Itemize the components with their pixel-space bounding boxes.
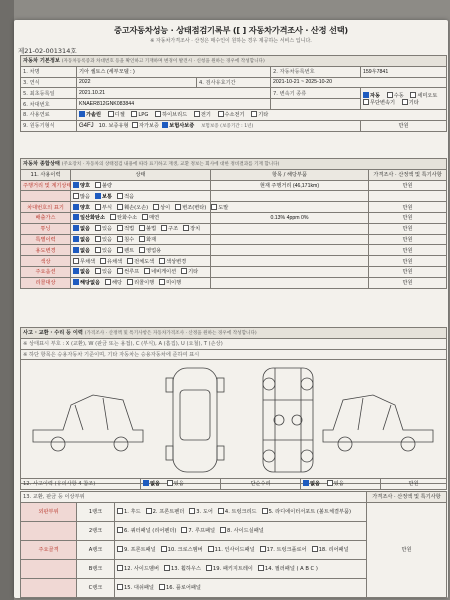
- option-label: 일산화탄소: [80, 215, 106, 222]
- fuel-options: 가솔린 디젤 LPG 하이브리드 전기 수소전기 기타: [77, 109, 447, 120]
- transmission-options: 자동 수동 세미오토 무단변속기 기타: [361, 88, 447, 110]
- checkbox-icon: [402, 99, 408, 105]
- exchange-price-label: 가격조사 · 산정액 및 특기사항: [367, 492, 447, 503]
- checkbox-icon: [73, 193, 79, 199]
- checkbox-icon: [73, 225, 79, 231]
- condition-name: 색상: [21, 256, 71, 267]
- part-label: 17. 트렁크플로어: [266, 547, 307, 554]
- checkbox-icon: [73, 258, 79, 264]
- condition-price-unit: 만원: [369, 223, 447, 234]
- engine-value: G4FJ: [79, 123, 94, 130]
- condition-item: 현재 주행거리 (46,171km): [211, 180, 369, 191]
- part-label: 5. 라디에이터서포트 (볼트체결부품): [268, 509, 352, 516]
- checkbox-icon: [95, 236, 101, 242]
- option-label: 장치: [190, 226, 201, 233]
- checkbox-icon: [161, 225, 167, 231]
- exchange-rank: 2랭크: [77, 521, 115, 540]
- document-subtitle: ※ 자동차가격조사 · 산정은 매수인이 원하는 경우 제공하는 서비스 입니다.: [150, 38, 312, 44]
- background-edge: [0, 0, 14, 600]
- part-label: 15. 대쉬패널: [124, 585, 154, 592]
- year-value: 2022: [77, 77, 197, 88]
- condition-name: 배출가스: [21, 212, 71, 223]
- price-unit: 만원: [361, 120, 447, 131]
- checkbox-icon: [127, 258, 133, 264]
- option-label: 썬루프: [124, 269, 140, 276]
- engine-warranty: G4FJ 10. 보증유형 자가보증 보험사보증 보험보증 (보증기간 : 1년): [77, 120, 361, 131]
- exchange-rank: 1랭크: [77, 502, 115, 521]
- condition-row: [21, 202, 447, 213]
- part-label: 2. 프론트펜더: [152, 509, 185, 516]
- general-condition-table: [20, 158, 447, 289]
- inspection-document: [14, 20, 448, 598]
- condition-name: [21, 191, 71, 202]
- condition-name: 튜닝: [21, 223, 71, 234]
- part-label: 14. 필러패널 ( A B C ): [264, 566, 318, 573]
- part-label: 10. 크로스멤버: [167, 547, 203, 554]
- option-label: 적법: [124, 226, 135, 233]
- condition-item: [211, 223, 369, 234]
- part-label: 6. 쿼터패널 (리어펜더): [124, 528, 177, 535]
- option-label: 부식: [102, 204, 113, 211]
- checkbox-icon: [258, 565, 264, 571]
- accident-section-header: 사고 · 교환 · 수리 등 이력 (가격조사 · 산정액 및 특기사항은 자동차가격조사 · 산정을 원하는 경우에 작성합니다): [21, 328, 447, 339]
- part-label: 1. 후드: [124, 509, 141, 516]
- checkbox-icon: [117, 268, 123, 274]
- checkbox-icon: [139, 247, 145, 253]
- condition-name: 용도변경: [21, 245, 71, 256]
- checkbox-icon: [220, 527, 226, 533]
- condition-item: [211, 191, 369, 202]
- condition-row: [21, 256, 447, 267]
- inspection-period-label: 4. 검사유효기간: [197, 77, 271, 88]
- option-label: 있음: [102, 247, 113, 254]
- document-title: 중고자동차성능 · 상태점검기록부 ([ ] 자동차가격조사 · 산정 선택): [114, 25, 348, 35]
- part-label: 13. 휠하우스: [170, 566, 201, 573]
- option-label: 전체도색: [134, 258, 155, 265]
- condition-item: [211, 266, 369, 277]
- option-label: 보통: [102, 193, 113, 200]
- checkbox-icon: [73, 182, 79, 188]
- part-label: 7. 루프패널: [188, 528, 216, 535]
- exchange-parts: [115, 559, 367, 578]
- checkbox-icon: [100, 258, 106, 264]
- fuel-label: 8. 사용연료: [21, 109, 77, 120]
- option-label: 탄화수소: [117, 215, 138, 222]
- checkbox-icon: [410, 92, 416, 98]
- condition-row: [21, 212, 447, 223]
- checkbox-icon: [312, 546, 318, 552]
- checkbox-icon: [117, 193, 123, 199]
- option-label: 리콜이행: [134, 280, 155, 287]
- checkbox-icon: [260, 546, 266, 552]
- checkbox-icon: [181, 527, 187, 533]
- exchange-unit: 만원: [367, 502, 447, 597]
- checkbox-icon: [143, 480, 149, 486]
- option-label: 없음: [80, 236, 91, 243]
- condition-row: [21, 223, 447, 234]
- condition-price-unit: 만원: [369, 202, 447, 213]
- option-label: 미이행: [166, 280, 182, 287]
- condition-options: [71, 256, 211, 267]
- car-diagram-area: [21, 360, 447, 484]
- checkbox-icon: [387, 92, 393, 98]
- condition-price-unit: 만원: [369, 234, 447, 245]
- checkbox-icon: [167, 480, 173, 486]
- checkbox-icon: [79, 111, 85, 117]
- checkbox-icon: [117, 508, 123, 514]
- condition-item: 0.13% 4ppm 0%: [211, 212, 369, 223]
- condition-row: [21, 180, 447, 191]
- condition-price-unit: 만원: [369, 266, 447, 277]
- option-label: 양호: [80, 204, 91, 211]
- vin-value: KNAER812GNK083844: [77, 99, 271, 110]
- option-label: 양호: [80, 182, 91, 189]
- use-history-label: 11. 사용이력: [21, 169, 71, 180]
- checkbox-icon: [208, 546, 214, 552]
- checkbox-icon: [153, 204, 159, 210]
- condition-options: [71, 191, 211, 202]
- checkbox-icon: [73, 247, 79, 253]
- condition-row: [21, 277, 447, 288]
- condition-item: [211, 277, 369, 288]
- car-top-view-icon: [166, 368, 224, 472]
- checkbox-icon: [218, 111, 224, 117]
- checkbox-icon: [117, 236, 123, 242]
- simple-repair-label: 단순수리: [221, 479, 301, 490]
- condition-item: [211, 245, 369, 256]
- checkbox-icon: [164, 565, 170, 571]
- checkbox-icon: [142, 214, 148, 220]
- condition-name: 주행거리 및 계기상태: [21, 180, 71, 191]
- first-reg-value: 2021.10.21: [77, 88, 271, 99]
- option-label: 도말: [218, 204, 229, 211]
- checkbox-icon: [108, 111, 114, 117]
- condition-name: 차대번호의 표기: [21, 202, 71, 213]
- condition-row: [21, 266, 447, 277]
- checkbox-icon: [363, 92, 369, 98]
- option-label: 있음: [102, 269, 113, 276]
- checkbox-icon: [139, 236, 145, 242]
- condition-name: 특별이력: [21, 234, 71, 245]
- condition-row: [21, 234, 447, 245]
- option-label: 없음: [80, 269, 91, 276]
- option-label: 많음: [80, 193, 91, 200]
- option-label: 있음: [102, 236, 113, 243]
- year-label: 3. 연식: [21, 77, 77, 88]
- option-label: 네비게이션: [151, 269, 177, 276]
- checkbox-icon: [95, 225, 101, 231]
- car-name-label: 1. 차명: [21, 66, 77, 77]
- exchange-parts: [115, 540, 367, 559]
- checkbox-icon: [73, 236, 79, 242]
- inspection-period-value: 2021-10-21 ~ 2025-10-20: [271, 77, 447, 88]
- checkbox-icon: [146, 508, 152, 514]
- checkbox-icon: [218, 508, 224, 514]
- engine-label: 9. 원동기형식: [21, 120, 77, 131]
- option-label: 매연: [149, 215, 160, 222]
- part-label: 8. 사이드실패널: [227, 528, 264, 535]
- option-label: 구조: [168, 226, 179, 233]
- condition-item: [211, 256, 369, 267]
- option-label: 있음: [102, 226, 113, 233]
- condition-row: [21, 245, 447, 256]
- condition-item: [211, 202, 369, 213]
- reg-no-value: 159우7841: [361, 66, 447, 77]
- checkbox-icon: [127, 279, 133, 285]
- option-label: 화재: [146, 236, 157, 243]
- exchange-rank: A랭크: [77, 540, 115, 559]
- checkbox-icon: [327, 480, 333, 486]
- col-item: 항목 / 해당부품: [211, 169, 369, 180]
- option-label: 변조(변타): [182, 204, 207, 211]
- vin-label: 6. 차대번호: [21, 99, 77, 110]
- condition-price-unit: 만원: [369, 256, 447, 267]
- condition-options: [71, 245, 211, 256]
- checkbox-icon: [95, 247, 101, 253]
- car-frame-icon: [263, 368, 313, 472]
- part-label: 16. 플로어패널: [165, 585, 201, 592]
- option-label: 없음: [80, 226, 91, 233]
- option-label: 불량: [102, 182, 113, 189]
- part-label: 3. 도어: [196, 509, 213, 516]
- exchange-parts: [115, 502, 367, 521]
- checkbox-icon: [117, 584, 123, 590]
- condition-options: [71, 202, 229, 213]
- exchange-rank: B랭크: [77, 559, 115, 578]
- document-number: 제21-02-001314호: [18, 47, 77, 55]
- checkbox-icon: [206, 565, 212, 571]
- option-label: 영업용: [146, 247, 162, 254]
- checkbox-icon: [303, 480, 309, 486]
- checkbox-icon: [73, 214, 79, 220]
- checkbox-icon: [105, 279, 111, 285]
- checkbox-icon: [73, 279, 79, 285]
- part-label: 18. 리어패널: [318, 547, 349, 554]
- part-label: 9. 프론트패널: [124, 547, 156, 554]
- condition-options: [71, 277, 211, 288]
- exchange-group: 주요골격: [21, 540, 77, 559]
- reg-no-label: 2. 자동차등록번호: [271, 66, 361, 77]
- exchange-group: 외판부위: [21, 502, 77, 521]
- checkbox-icon: [95, 193, 101, 199]
- accident-table: [20, 327, 447, 484]
- checkbox-icon: [95, 268, 101, 274]
- option-label: 적음: [124, 193, 135, 200]
- checkbox-icon: [194, 111, 200, 117]
- part-label: 19. 패키지트레이: [212, 566, 253, 573]
- option-label: 불법: [146, 226, 157, 233]
- option-label: 해당없음: [80, 280, 101, 287]
- accident-history-table: [20, 478, 447, 490]
- basic-section-header: 자동차 기본정보 (자동차등록증과 차대번호 등을 확인하고 기재하며 변경이 발견시 · 신청을 원하는 경우에 작성합니다): [21, 56, 447, 67]
- option-label: 렌트: [124, 247, 135, 254]
- legend-text-2: ※ 하단 항목은 승용자동차 기준이며, 기타 자동차는 승용자동차에 준하여 표시: [21, 349, 447, 360]
- option-label: 침수: [124, 236, 135, 243]
- checkbox-icon: [117, 204, 123, 210]
- condition-price-unit: 만원: [369, 277, 447, 288]
- exchange-parts: [115, 521, 367, 540]
- exchange-parts: [115, 578, 367, 597]
- exchange-group: [21, 559, 77, 578]
- accident-history-label: 12. 사고이력 (유의사항 4 참조): [21, 479, 141, 490]
- part-label: 12. 사이드멤버: [124, 566, 159, 573]
- checkbox-icon: [73, 204, 79, 210]
- basic-info-table: [20, 55, 447, 132]
- part-label: 11. 인사이드패널: [214, 547, 255, 554]
- checkbox-icon: [175, 204, 181, 210]
- accident-history-options: 없음 있음: [141, 479, 221, 490]
- col-state: 상태: [71, 169, 211, 180]
- first-reg-label: 5. 최초등록일: [21, 88, 77, 99]
- checkbox-icon: [159, 584, 165, 590]
- condition-options: [71, 212, 211, 223]
- option-label: 훼손(오손): [124, 204, 149, 211]
- checkbox-icon: [363, 99, 369, 105]
- condition-price-unit: 만원: [369, 245, 447, 256]
- option-label: 기타: [188, 269, 199, 276]
- option-label: 색상변경: [166, 258, 187, 265]
- checkbox-icon: [181, 268, 187, 274]
- exchange-label: 13. 교환, 판금 등 이상부위: [21, 492, 367, 503]
- condition-price-unit: 만원: [369, 180, 447, 191]
- car-side-right-icon: [323, 395, 433, 451]
- checkbox-icon: [73, 268, 79, 274]
- part-label: 4. 트렁크리드: [224, 509, 257, 516]
- checkbox-icon: [95, 204, 101, 210]
- condition-options: [71, 180, 211, 191]
- condition-item: [211, 234, 369, 245]
- exchange-table: [20, 491, 447, 598]
- general-section-header: 자동차 종합상태 (주요장치 · 자동차의 상태점검 내용에 따라 표기하고 재생, 교환 정보는 회사에 대한 정비결과를 기재 합니다): [21, 159, 447, 170]
- checkbox-icon: [117, 546, 123, 552]
- option-label: 없음: [80, 247, 91, 254]
- col-price: 가격조사 · 산정액 및 특기사항: [369, 169, 447, 180]
- checkbox-icon: [132, 122, 138, 128]
- checkbox-icon: [155, 111, 161, 117]
- exchange-group: [21, 521, 77, 540]
- checkbox-icon: [162, 122, 168, 128]
- simple-repair-options: 없음 있음: [301, 479, 381, 490]
- exchange-rank: C랭크: [77, 578, 115, 597]
- condition-name: 리콜대상: [21, 277, 71, 288]
- checkbox-icon: [139, 225, 145, 231]
- condition-options: [71, 223, 211, 234]
- checkbox-icon: [251, 111, 257, 117]
- checkbox-icon: [110, 214, 116, 220]
- checkbox-icon: [117, 225, 123, 231]
- condition-options: [71, 234, 211, 245]
- checkbox-icon: [159, 279, 165, 285]
- checkbox-icon: [211, 204, 217, 210]
- car-side-left-icon: [33, 395, 143, 451]
- condition-price-unit: [369, 191, 447, 202]
- exchange-row: [21, 502, 447, 521]
- option-label: 무채색: [80, 258, 96, 265]
- condition-price-unit: 만원: [369, 212, 447, 223]
- exchange-group: [21, 578, 77, 597]
- condition-row: [21, 191, 447, 202]
- checkbox-icon: [159, 258, 165, 264]
- checkbox-icon: [183, 225, 189, 231]
- checkbox-icon: [189, 508, 195, 514]
- option-label: 유채색: [107, 258, 123, 265]
- condition-options: [71, 266, 211, 277]
- checkbox-icon: [144, 268, 150, 274]
- option-label: 상이: [160, 204, 171, 211]
- condition-name: 주요옵션: [21, 266, 71, 277]
- checkbox-icon: [117, 247, 123, 253]
- checkbox-icon: [95, 182, 101, 188]
- checkbox-icon: [117, 527, 123, 533]
- transmission-label: 7. 변속기 종류: [271, 88, 361, 99]
- car-diagram: [23, 360, 443, 480]
- option-label: 해당: [112, 280, 123, 287]
- checkbox-icon: [161, 546, 167, 552]
- checkbox-icon: [117, 565, 123, 571]
- car-name-value: 기아 셀토스 (세부모델 : ): [77, 66, 271, 77]
- accident-unit: 만원: [381, 479, 447, 490]
- legend-text: ※ 상태표시 부호 : X (교환), W (판금 또는 용접), C (부식), A (흠집), U (요철), T (손상): [21, 338, 447, 349]
- checkbox-icon: [131, 111, 137, 117]
- checkbox-icon: [262, 508, 268, 514]
